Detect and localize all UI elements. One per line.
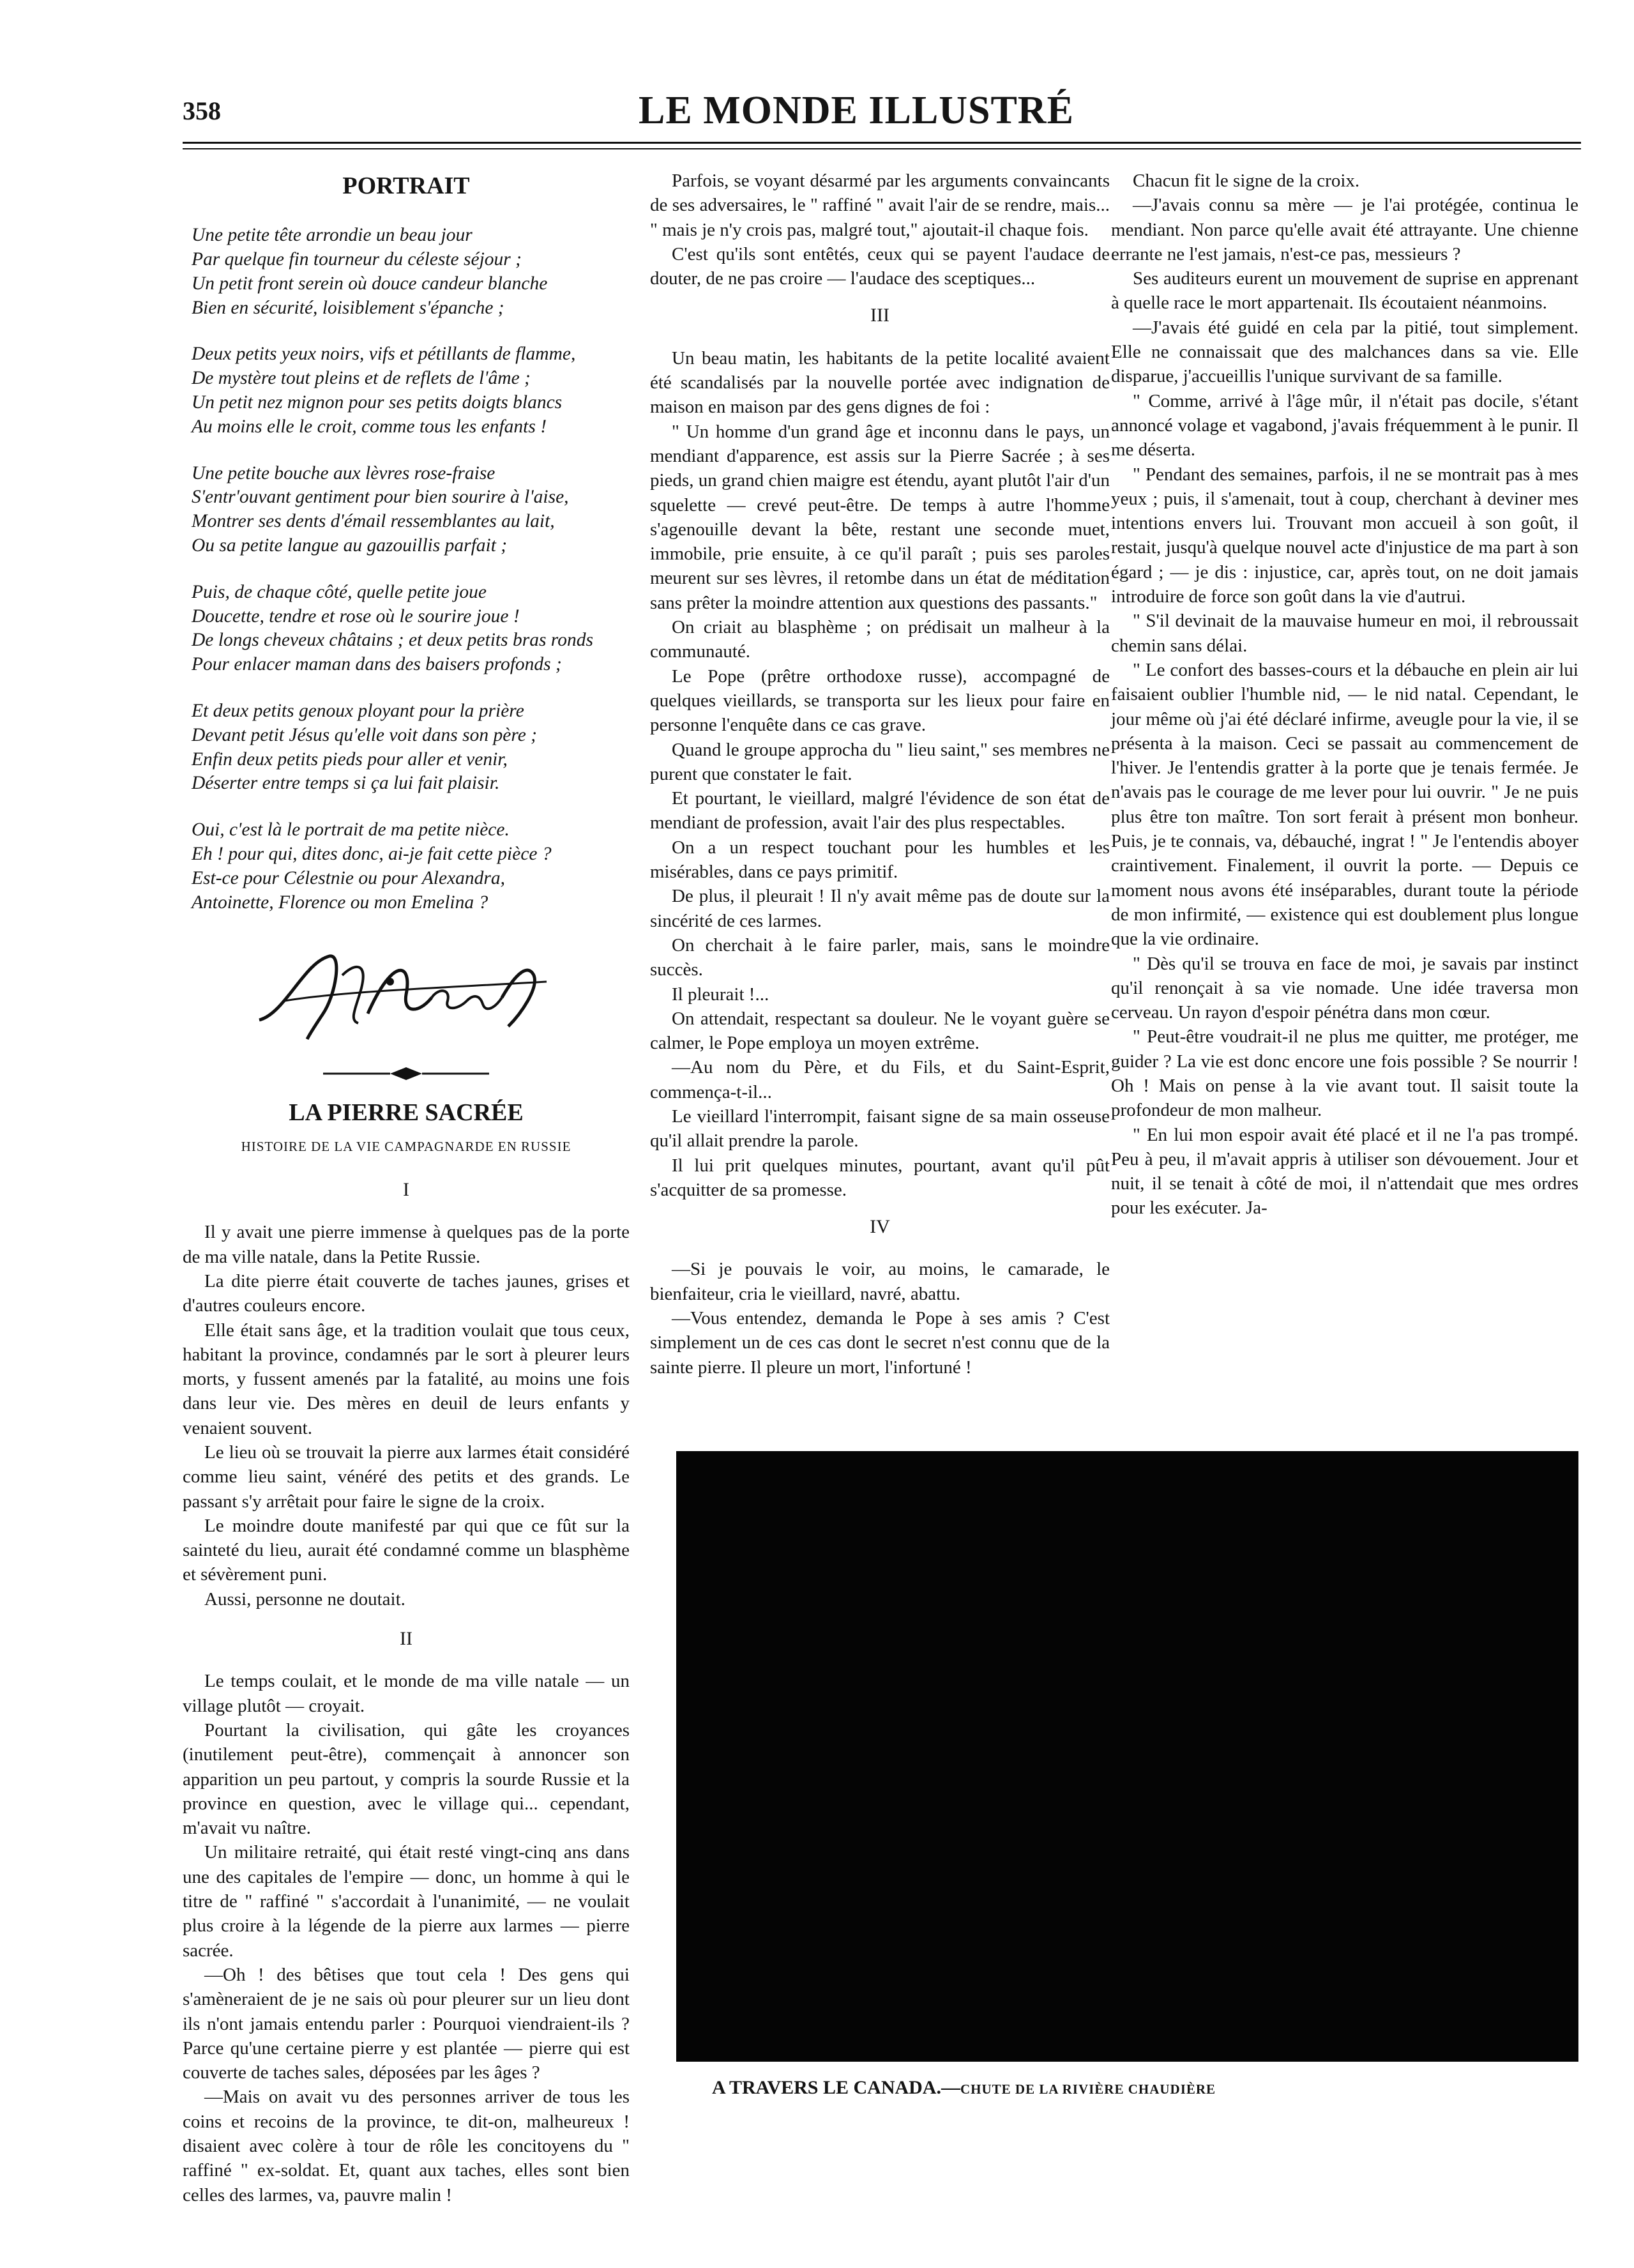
paragraph: Le temps coulait, et le monde de ma ville natale — un village plutôt — croyait. — [183, 1671, 630, 1716]
poem-line: Deux petits yeux noirs, vifs et pétillants de flamme, — [192, 344, 576, 365]
author-signature — [183, 937, 630, 1052]
poem-line: Doucette, tendre et rose où le sourire joue ! — [192, 605, 520, 627]
paragraph: Aussi, personne ne doutait. — [204, 1588, 405, 1610]
paragraph: —J'avais connu sa mère — je l'ai protégée, continua le mendiant. Non parce qu'elle avait été attrayante. Une chienne errante ne l'est jamais, n'est-ce pas, messieurs ? — [1111, 195, 1578, 264]
paragraph: La dite pierre était couverte de taches jaunes, grises et d'autres couleurs encore. — [183, 1270, 630, 1316]
poem-line: Antoinette, Florence ou mon Emelina ? — [192, 892, 488, 913]
poem-stanza — [192, 699, 630, 796]
paragraph: —Oh ! des bêtises que tout cela ! Des gens qui s'amèneraient de je ne sais où pour pleurer sur un lieu dont ils n'ont jamais entendu parler : Pourquoi viendraient-ils ? Parce qu'une certaine pierre y est plantée — pierre qui est couverte de taches sales, déposées par les âges ? — [183, 1964, 630, 2083]
paragraph: —Vous entendez, demanda le Pope à ses amis ? C'est simplement un de ces cas dont le secret n'est connu que de la sainte pierre. Il pleure un mort, l'infortuné ! — [650, 1308, 1110, 1378]
section-heading: II — [400, 1628, 412, 1650]
paragraph: —J'avais été guidé en cela par la pitié, tout simplement. Elle ne connaissait que des malchances dans sa vie. Elle disparue, j'accueillis l'unique survivant de sa famille. — [1111, 317, 1578, 387]
paragraph: On criait au blasphème ; on prédisait un malheur à la communauté. — [650, 617, 1110, 662]
caption-sub: CHUTE DE LA RIVIÈRE CHAUDIÈRE — [960, 2082, 1216, 2097]
page-number: 358 — [183, 96, 221, 125]
section-divider — [183, 1052, 630, 1097]
paragraph: " Le confort des basses-cours et la débauche en plein air lui faisaient oublier l'humble nid, — le nid natal. Cependant, le jour même où j'ai été déclaré infirme, aveugle pour la vie, il se présenta à la maison. Ceci se passait au commencement de l'hiver. Je l'entendis gratter à la porte que je tenais fermée. Je n'avais pas le courage de me lever pour lui ouvrir. " Je ne puis plus être ton maître. Ton sort ferait à présent mon bonheur. Puis, je te connais, va, débauché, ingrat ! " Je l'entendis aboyer craintivement. Finalement, il ouvrit la porte. — Depuis ce moment nous avons été inséparables, durant toute la période de mon infirmité, — existence qui est doublement plus longue que la vie ordinaire. — [1111, 659, 1578, 950]
column-3 — [1111, 169, 1578, 1221]
paragraph: Le moindre doute manifesté par qui que ce fût sur la sainteté du lieu, aurait été condamné comme un blasphème et sévèrement puni. — [183, 1515, 630, 1585]
paragraph: Il pleurait !... — [672, 984, 769, 1005]
poem-line: Pour enlacer maman dans des baisers profonds ; — [192, 654, 562, 675]
poem-line: Enfin deux petits pieds pour aller et venir, — [192, 749, 508, 770]
poem-line: Oui, c'est là le portrait de ma petite nièce. — [192, 819, 510, 841]
section-heading: III — [870, 305, 889, 326]
paragraph: Ses auditeurs eurent un mouvement de suprise en apprenant à quelle race le mort appartenait. Ils écoutaient néanmoins. — [1111, 268, 1578, 314]
paragraph: " Peut-être voudrait-il ne plus me quitter, me protéger, me guider ? La vie est donc encore une fois possible ? Se nourrir ! Oh ! Mais on pense à la vie avant tout. Il saisit toute la profondeur de mon malheur. — [1111, 1026, 1578, 1121]
poem-line: Bien en sécurité, loisiblement s'épanche ; — [192, 297, 504, 318]
poem-line: Un petit nez mignon pour ses petits doigts blancs — [192, 392, 563, 413]
paragraph: —Si je pouvais le voir, au moins, le camarade, le bienfaiteur, cria le vieillard, navré, abattu. — [650, 1259, 1110, 1304]
header-rule-thin — [183, 148, 1581, 149]
poem-line: Puis, de chaque côté, quelle petite joue — [192, 581, 487, 602]
header-rule — [183, 142, 1581, 144]
illustration-caption — [712, 2077, 1216, 2099]
caption-main: A TRAVERS LE CANADA.— — [712, 2077, 960, 2098]
paragraph: " S'il devinait de la mauvaise humeur en moi, il rebroussait chemin sans délai. — [1111, 611, 1578, 656]
poem-line: Et deux petits genoux ployant pour la prière — [192, 701, 524, 722]
column-2 — [650, 169, 1110, 1380]
poem-line: Un petit front serein où douce candeur blanche — [192, 273, 548, 294]
paragraph: " Dès qu'il se trouva en face de moi, je savais par instinct qu'il renonçait à sa vie nomade. Une idée traversa mon cerveau. Un rayon d'espoir pénétra dans mon cœur. — [1111, 953, 1578, 1023]
paragraph: Pourtant la civilisation, qui gâte les croyances (inutilement peut-être), commençait à annoncer son apparition un peu partout, y compris la sourde Russie et la province en question, avec le village qui... cependant, m'avait vu naître. — [183, 1719, 630, 1839]
paragraph: " En lui mon espoir avait été placé et il ne l'a pas trompé. Peu à peu, il m'avait appris à utiliser son dévouement. Jour et nuit, il se tenait à côté de moi, il n'attendait que mes ordres pour les exécuter. Ja- — [1111, 1124, 1578, 1219]
poem-line: Une petite tête arrondie un beau jour — [192, 225, 473, 246]
paragraph: Il y avait une pierre immense à quelques pas de la porte de ma ville natale, dans la Petite Russie. — [183, 1222, 630, 1267]
masthead: LE MONDE ILLUSTRÉ — [639, 89, 1074, 132]
paragraph: Chacun fit le signe de la croix. — [1133, 171, 1360, 191]
section-heading: IV — [870, 1216, 890, 1238]
poem-line: Est-ce pour Célestnie ou pour Alexandra, — [192, 867, 506, 888]
paragraph: C'est qu'ils sont entêtés, ceux qui se payent l'audace de douter, de ne pas croire — l'audace des sceptiques... — [650, 243, 1110, 289]
paragraph: Un militaire retraité, qui était resté vingt-cinq ans dans une des capitales de l'empire — donc, un homme à qui le titre de " raffiné " s'accordait à l'unanimité, — ne voulait plus croire à la légende de la pierre aux larmes — pierre sacrée. — [183, 1842, 630, 1961]
poem-line: Montrer ses dents d'émail ressemblantes au lait, — [192, 511, 555, 532]
poem-stanza — [192, 818, 630, 915]
section-heading: I — [403, 1179, 409, 1201]
paragraph: On cherchait à le faire parler, mais, sans le moindre succès. — [650, 934, 1110, 980]
paragraph: Un beau matin, les habitants de la petite localité avaient été scandalisés par la nouvelle portée avec indignation de maison en maison par des gens dignes de foi : — [650, 347, 1110, 418]
paragraph: Elle était sans âge, et la tradition voulait que tous ceux, habitant la province, condamnés par le sort à pleurer leurs morts, y fussent amenés par la fatalité, au moins une fois dans leur vie. Des mères en deuil de leurs enfants y venaient souvent. — [183, 1320, 630, 1438]
poem-line: Déserter entre temps si ça lui fait plaisir. — [192, 773, 500, 794]
poem — [183, 224, 630, 915]
poem-stanza — [192, 342, 630, 439]
paragraph: Le lieu où se trouvait la pierre aux larmes était considéré comme lieu saint, vénéré des petits et des grands. Le passant s'y arrêtait pour faire le signe de la croix. — [183, 1442, 630, 1512]
poem-line: De mystère tout pleins et de reflets de l'âme ; — [192, 368, 531, 389]
poem-line: S'entr'ouvant gentiment pour bien sourire à l'aise, — [192, 487, 569, 508]
poem-line: Devant petit Jésus qu'elle voit dans son père ; — [192, 724, 537, 745]
paragraph: On a un respect touchant pour les humbles et les misérables, dans ce pays primitif. — [650, 837, 1110, 883]
paragraph: Il lui prit quelques minutes, pourtant, avant qu'il pût s'acquitter de sa promesse. — [650, 1155, 1110, 1200]
paragraph: Et pourtant, le vieillard, malgré l'évidence de son état de mendiant de profession, avait l'air des plus respectables. — [650, 788, 1110, 833]
poem-stanza — [192, 581, 630, 677]
paragraph: Quand le groupe approcha du " lieu saint," ses membres ne purent que constater le fait. — [650, 739, 1110, 784]
paragraph: " Un homme d'un grand âge et inconnu dans le pays, un mendiant d'apparence, est assis sur la Pierre Sacrée ; à ses pieds, un grand chien maigre est étendu, ayant plutôt l'air d'un squelette — crevé peut-être. De temps à autre l'homme s'agenouille devant la bête, restant une seconde muet, immobile, prie ensuite, à ce qu'il paraît ; puis ses paroles meurent sur ses lèvres, il retombe dans un état de méditation sans prêter la moindre attention aux questions des passants." — [650, 421, 1110, 613]
paragraph: On attendait, respectant sa douleur. Ne le voyant guère se calmer, le Pope employa un moyen extrême. — [650, 1008, 1110, 1054]
poem-line: Eh ! pour qui, dites donc, ai-je fait cette pièce ? — [192, 844, 552, 865]
poem-line: Ou sa petite langue au gazouillis parfait ; — [192, 535, 508, 556]
poem-line: De longs cheveux châtains ; et deux petits bras ronds — [192, 630, 593, 651]
signature-icon — [246, 937, 579, 1046]
poem-stanza — [192, 462, 630, 558]
poem-line: Au moins elle le croit, comme tous les enfants ! — [192, 416, 547, 437]
poem-stanza — [192, 224, 630, 320]
paragraph: " Pendant des semaines, parfois, il ne se montrait pas à mes yeux ; puis, il s'amenait, tout à coup, cherchant à deviner mes intentions envers lui. Trouvant mon accueil à son goût, il restait, jusqu'à quelque nouvel acte d'injustice de ma part à son égard ; — je dis : injustice, car, après tout, on ne doit jamais introduire de force son goût dans la vie d'autrui. — [1111, 464, 1578, 607]
ornament-icon — [323, 1066, 489, 1081]
story-subtitle: HISTOIRE DE LA VIE CAMPAGNARDE EN RUSSIE — [241, 1138, 571, 1154]
poem-line: Une petite bouche aux lèvres rose-fraise — [192, 462, 495, 483]
poem-title: PORTRAIT — [342, 172, 470, 199]
paragraph: De plus, il pleurait ! Il n'y avait même pas de doute sur la sincérité de ces larmes. — [650, 886, 1110, 931]
paragraph: " Comme, arrivé à l'âge mûr, il n'était pas docile, s'étant annoncé volage et vagabond, j'avais fréquemment à le punir. Il me déserta. — [1111, 390, 1578, 460]
poem-line: Par quelque fin tourneur du céleste séjour ; — [192, 249, 522, 270]
paragraph: —Au nom du Père, et du Fils, et du Saint-Esprit, commença-t-il... — [650, 1057, 1110, 1102]
paragraph: Le Pope (prêtre orthodoxe russe), accompagné de quelques vieillards, se transporta sur les lieux pour faire en personne l'enquête dans ce cas grave. — [650, 666, 1110, 736]
paragraph: Le vieillard l'interrompit, faisant signe de sa main osseuse qu'il allait prendre la parole. — [650, 1106, 1110, 1152]
paragraph: Parfois, se voyant désarmé par les arguments convaincants de ses adversaires, le " raffiné " avait l'air de se rendre, mais... " mais je n'y crois pas, malgré tout," ajoutait-il chaque fois. — [650, 171, 1110, 240]
illustration-image — [676, 1451, 1578, 2062]
column-1 — [183, 169, 630, 2207]
paragraph: —Mais on avait vu des personnes arriver de tous les coins et recoins de la province, te dit-on, malheureux ! disaient avec colère à tour de rôle les concitoyens du " raffiné " ex-soldat. Et, quant aux taches, elles sont bien celles des larmes, va, pauvre malin ! — [183, 2087, 630, 2205]
story-title: LA PIERRE SACRÉE — [289, 1099, 524, 1127]
